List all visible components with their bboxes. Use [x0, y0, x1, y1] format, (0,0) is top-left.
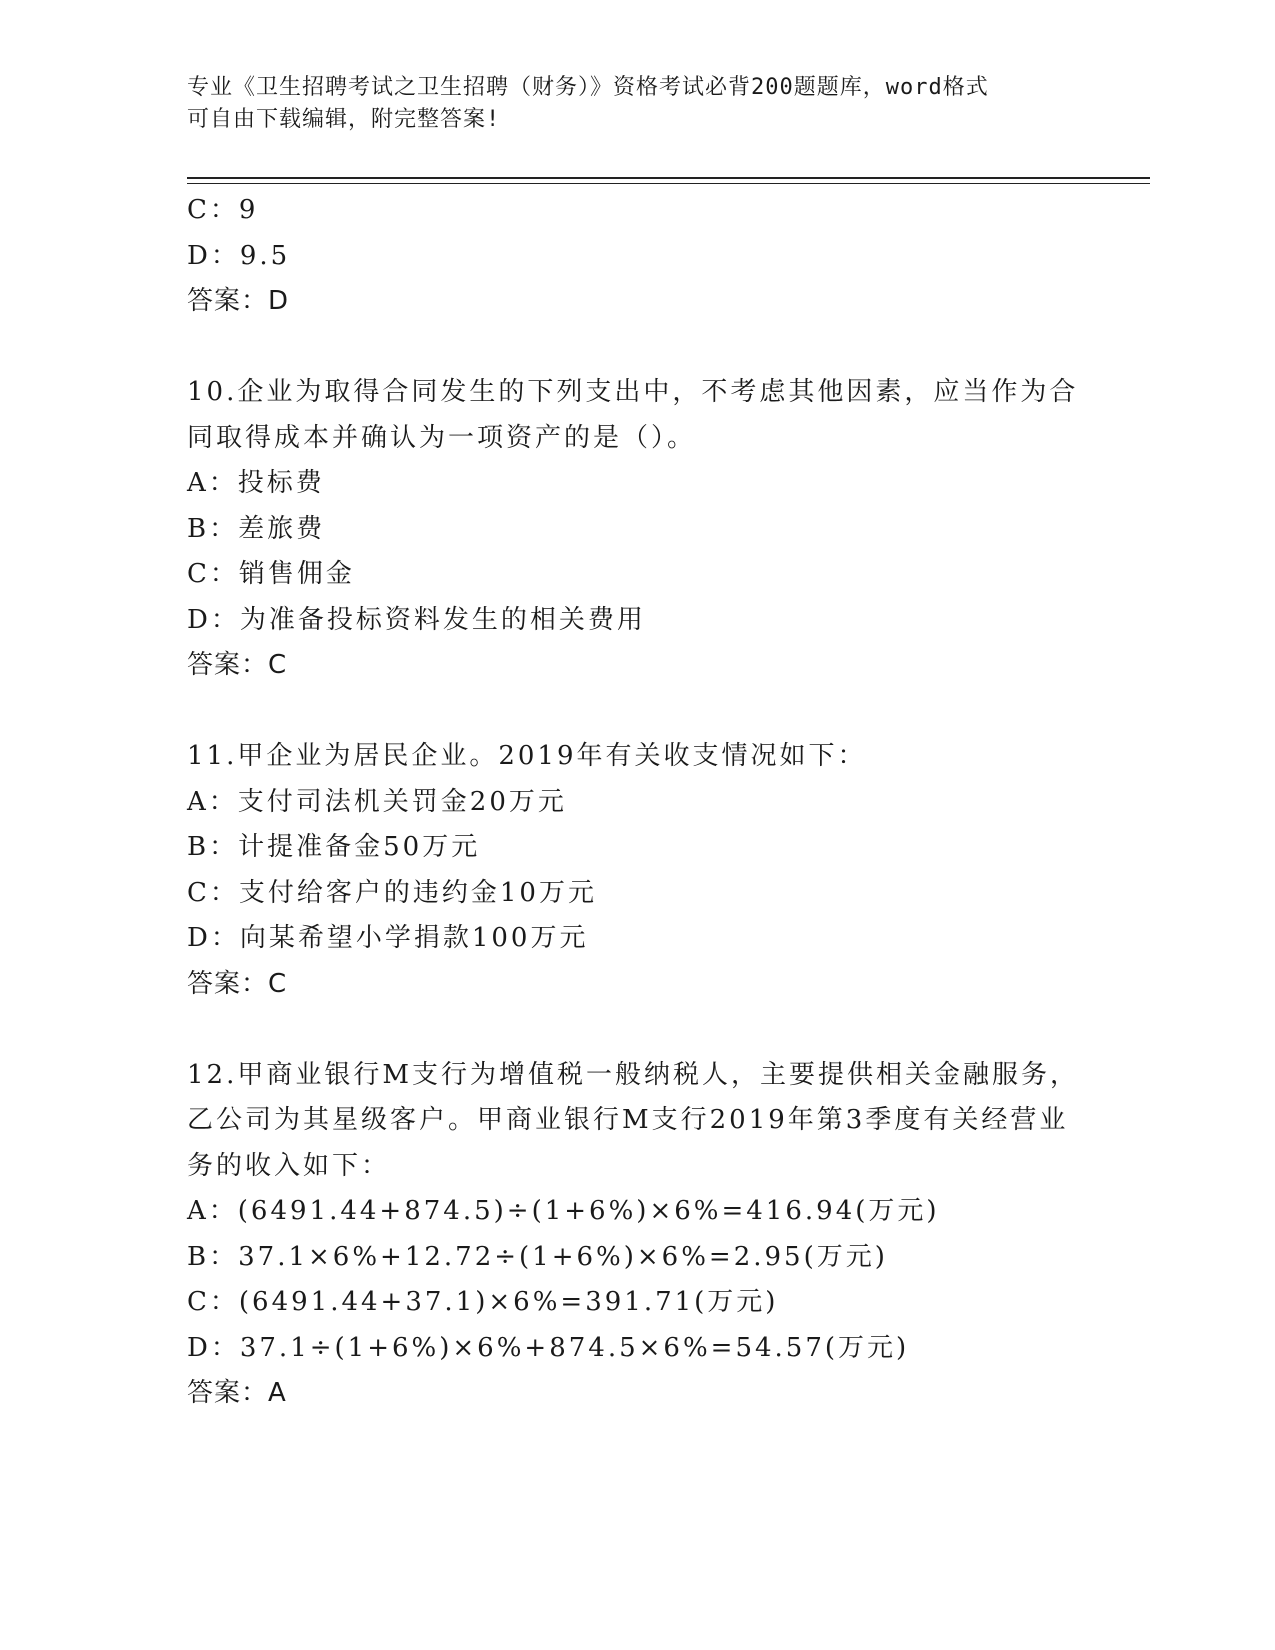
option-a: A：支付司法机关罚金20万元	[187, 786, 567, 817]
question-stem: 同取得成本并确认为一项资产的是（）。	[187, 422, 697, 453]
option-d: D：37.1÷(1+6%)×6%+874.5×6%=54.57(万元)	[187, 1332, 910, 1363]
option-c: C：支付给客户的违约金10万元	[187, 877, 597, 908]
option-d: D：9.5	[187, 240, 291, 271]
question-stem: 10.企业为取得合同发生的下列支出中，不考虑其他因素，应当作为合	[187, 377, 1079, 407]
option-b: B：计提准备金50万元	[187, 832, 481, 862]
spacer	[187, 325, 1087, 371]
header-line-1: 专业《卫生招聘考试之卫生招聘（财务）》资格考试必背200题题库，word格式	[187, 75, 989, 100]
document-header	[187, 72, 1087, 136]
answer-line: 答案：D	[187, 286, 290, 316]
spacer	[187, 1007, 1087, 1053]
option-b: B：37.1×6%+12.72÷(1+6%)×6%=2.95(万元)	[187, 1241, 888, 1272]
document-body	[187, 188, 1087, 1417]
answer-line: 答案：A	[187, 1378, 287, 1408]
question-stem: 11.甲企业为居民企业。2019年有关收支情况如下：	[187, 741, 867, 771]
option-d: D：向某希望小学捐款100万元	[187, 923, 589, 953]
option-c: C：(6491.44+37.1)×6%=391.71(万元)	[187, 1287, 779, 1317]
header-divider-thin	[187, 183, 1150, 184]
spacer	[187, 689, 1087, 735]
question-stem: 乙公司为其星级客户。甲商业银行M支行2019年第3季度有关经营业	[187, 1105, 1069, 1135]
header-line-2: 可自由下载编辑，附完整答案!	[187, 107, 501, 132]
answer-line: 答案：C	[187, 650, 288, 680]
question-stem: 务的收入如下：	[187, 1150, 391, 1181]
option-c: C：9	[187, 195, 259, 225]
option-d: D：为准备投标资料发生的相关费用	[187, 604, 646, 635]
option-c: C：销售佣金	[187, 559, 355, 589]
question-stem: 12.甲商业银行M支行为增值税一般纳税人，主要提供相关金融服务，	[187, 1059, 1079, 1090]
option-b: B：差旅费	[187, 513, 326, 544]
answer-line: 答案：C	[187, 968, 288, 999]
option-a: A：投标费	[187, 468, 325, 498]
option-a: A：(6491.44+874.5)÷(1+6%)×6%=416.94(万元)	[187, 1196, 940, 1226]
header-divider-thick	[187, 177, 1150, 179]
